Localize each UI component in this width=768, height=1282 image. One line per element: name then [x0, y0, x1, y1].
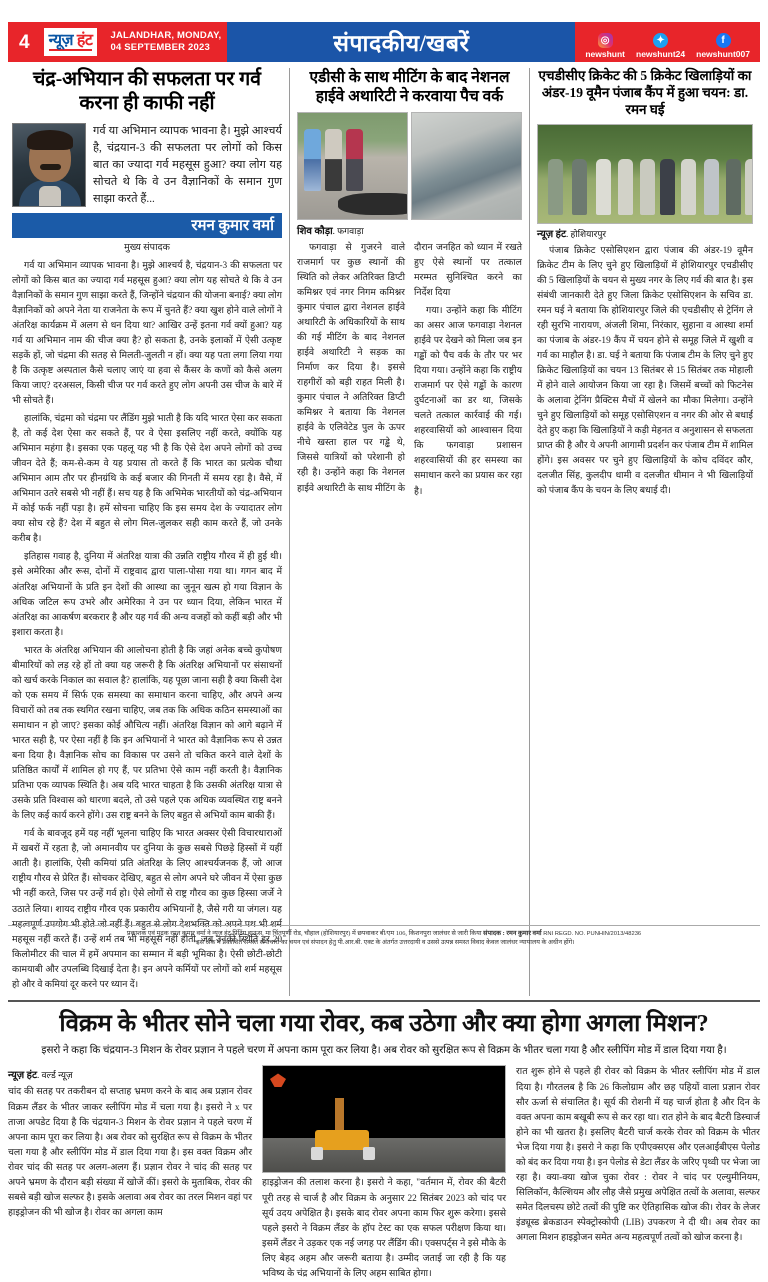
footer-line-1	[48, 929, 720, 939]
officials-inspecting-road-photo	[297, 112, 408, 220]
instagram-icon: ◎	[598, 33, 613, 48]
photo-person	[304, 129, 321, 191]
editorial-paragraph: गर्व या अभिमान व्यापक भावना है। मुझे आश्चर्य है, चंद्रयान-3 की सफलता पर लोगों को किस बात का ज्यादा गर्व महसूस हुआ? क्या लोग यह सोचते थे कि वे उन वैज्ञानिकों के समान गुण साझा करते हैं, जिन्होंने चंद्रयान की योजना बनाई? क्या लोग वैज्ञानिकों को अपने नेता या राजनेता के रूप में चुनते हैं? क्या खुश होने वाले लोगों ने अंतरिक्ष कार्यक्रम में अलग से धन दिया था? आखिर उन्हें इतना गर्व क्यों हुआ? यह गर्व या अभिमान नाम की चीज क्या है? हो सकता है, उनके इलाकों में ऐसी उत्कृष्ट सड़कें हों, जो चंद्रमा की सतह से मिलती-जुलती न हों। क्या यह पता लगा लिया गया है कि उत्कृष्ट अस्पताल कैसे चलाए जाएं या हवा से कैंसर के कणों को कैसे अलग किया जाए? दरअसल, किसी चीज पर गर्व करते हुए लोग अपनी उस चीज के बारे में भी सोचते हैं।	[12, 260, 282, 406]
editorial-lead-text: गर्व या अभिमान व्यापक भावना है। मुझे आश्चर्य है, चंद्रयान-3 की सफलता पर लोगों को किस बात का ज्यादा गर्व महसूस हुआ? क्या लोग यह सोचते थे कि वे उन वैज्ञानिकों के समान गुण साझा करते हैं...	[93, 124, 282, 206]
footer-editor-text: संपादक : रमन कुमार वर्मा	[483, 929, 542, 937]
cricket-byline-place: . होशियारपुर	[566, 228, 607, 239]
editor-name-bar: रमन कुमार वर्मा	[12, 213, 282, 238]
cricket-team-group-photo	[537, 124, 753, 224]
cricket-story-column	[530, 68, 760, 996]
page-number: 4	[19, 31, 30, 53]
photo-player	[548, 159, 563, 215]
portrait-hair-shape	[27, 130, 73, 150]
photo-road-pothole	[338, 193, 408, 215]
editorial-headline: चंद्र-अभियान की सफलता पर गर्व करना ही काफी नहीं	[32, 69, 262, 115]
logo-text	[49, 33, 93, 52]
facebook-handle: newshunt007	[696, 49, 750, 59]
highway-byline	[297, 223, 522, 237]
pragyan-rover-on-moon-photo	[262, 1065, 506, 1173]
highway-body	[297, 241, 522, 500]
highway-paragraph: गया। उन्होंने कहा कि मीटिंग का असर आज फगवाड़ा नेशनल हाईवे पर देखने को मिला जब इन गड्ढों को पैच वर्क के तौर पर भर दिया गया। उन्होंने कहा कि राष्ट्रीय राजमार्ग पर ऐसे गड्ढों के कारण दुर्घटनाओं का डर था, जिसके चलते तत्काल कार्रवाई की गई। शहरवासियों को आश्वासन दिया कि फगवाड़ा प्रशासन शहरवासियों की हर समस्या का समाधान करने का प्रयास कर रहा है।	[414, 305, 522, 497]
photo-player	[681, 159, 696, 215]
editor-portrait-photo	[12, 123, 86, 207]
feature-headline: विक्रम के भीतर सोने चला गया रोवर, कब उठेगा और क्या होगा अगला मिशन?	[59, 1010, 709, 1037]
editorial-column	[8, 68, 290, 996]
photo-people-group	[304, 129, 363, 191]
editorial-body	[12, 259, 282, 993]
dateline	[104, 30, 221, 54]
feature-subhead: इसरो ने कहा कि चंद्रयान-3 मिशन के रोवर प्रज्ञान ने पहले चरण में अपना काम पूरा कर लिया है। अब रोवर को सुरक्षित रूप से विक्रम के भीतर चला गया है और स्लीपिंग मोड में डाल दिया गया है।	[41, 1045, 727, 1057]
feature-byline-name: न्यूज़ हंट	[8, 1070, 38, 1082]
cricket-byline	[537, 226, 753, 240]
editorial-paragraph: भारत के अंतरिक्ष अभियान की आलोचना होती है कि जहां अनेक बच्चे कुपोषण बीमारियों को लड़ रहे हों तो क्या यह जरूरी है कि अंतरिक्ष अभियानों पर संसाधनों को खर्च करके निकाल का सवाल है? हालांकि, यह पूछा जाना सही है क्या किसी देश को एक समय में सिर्फ एक समस्या का समाधान करना चाहिए, और अपने अन्य विचारों को तब तक स्थगित रखना चाहिए, जब तक कि अधिक कठिन समस्याओं का समाधान न हो जाए? इसका कोई औचित्य नहीं। अंतरिक्ष विज्ञान को आगे बढ़ाने में भारत सही है, पर ऐसा नहीं है कि इन अभियानों ने भारत को वैज्ञानिक रूप से उन्नत बना दिया है। वैज्ञानिक सोच का विकास पर उसने तो चकित करने वाले देशों के प्रतिष्ठित कार्यों में शामिल हो गए हैं, पर प्रतिभा ऐसे काम नहीं करती है। वैज्ञानिक प्रतिभा एक व्यापक स्थिति है। अब यदि भारत चाहता है कि उसकी अंतरिक्ष यात्रा से उसके प्रति विश्वास को धारणा बदले, तो उसे पहले एक अधिक व्यवस्थित राष्ट्र बनने के लिए कई कार्य करने होंगे। उस राष्ट्र बनने के लिए बहुत से अभियों काम बाकी हैं।	[12, 645, 282, 822]
editorial-intro	[12, 123, 282, 209]
feature-byline-place: . वर्ल्ड न्यूज़	[37, 1070, 73, 1081]
highway-photo-row	[297, 112, 522, 220]
editorial-paragraph: हालांकि, चंद्रमा को चंद्रमा पर लैंडिंग मुझे भाती है कि यदि भारत ऐसा कर सकता है, तो कई देश ऐसा कर सकते हैं, पर वे ऐसा इसलिए नहीं करते, क्योंकि यह अभिमान महंगा है। इसका एक पहलू यह भी है कि ऐसे देश अपने लोगों को उच्च जीवन देते हैं; कम-से-कम वे यह प्रयास तो करते हैं कि भारत का प्रत्येक चौथा अभिमान आम तौर पर हीनग्रंथि के कई बजार की गिनती में समय रहा है। वैसे, में अभिमान उतरे सबसे भी नहीं हैं। सच यह है कि अभिमेक भारतीयों को चंद्र-अभियान में कोई फर्क नहीं पड़ा है। हमें सोचना चाहिए कि इस समय देश के ज्यादातर लोग क्या सोच रहे हैं? देश में बहुत से लोग मिल-जुलकर सही काम करते हैं, जो उनके करीब है।	[12, 414, 282, 545]
photo-player	[745, 159, 753, 215]
photo-rover-mast	[335, 1098, 344, 1132]
photo-lunar-surface	[263, 1138, 505, 1172]
logo-text-part1: न्यूज़	[48, 31, 73, 49]
feature-image-wrap	[262, 1065, 506, 1173]
section-banner	[227, 22, 575, 62]
dateline-line1: JALANDHAR, MONDAY,	[110, 30, 222, 42]
newspaper-page	[0, 22, 768, 1279]
portrait-moustache-shape	[40, 164, 61, 170]
photo-person	[346, 129, 363, 191]
footer-rni-text: RNI REGD. NO. PUNHIN/2013/48236	[541, 930, 642, 937]
photo-rover-body	[315, 1130, 369, 1150]
masthead-brand-block	[8, 22, 227, 62]
highway-byline-place: . फगवाड़ा	[332, 225, 364, 236]
portrait-shirt-shape	[39, 186, 61, 206]
highway-paragraph: फगवाड़ा से गुजरने वाले राजमार्ग पर कुछ स्थानों की स्थिति को लेकर अतिरिक्त डिप्टी कमिश्नर एवं नगर निगम कमिश्नर कुमार पंचाल द्वारा नेशनल हाईवे अथारिटी के अधिकारियों के साथ की गई मीटिंग के बाद नेशनल हाईवे अथारिटी ने सड़क का निर्माण कर दिया है। इससे राहगीरों को बड़ी राहत मिली है। कुमार पंचाल ने अतिरिक्त डिप्टी कमिश्नर ने बताया कि नेशनल हाईवे के एलिवेटेड पुल के ऊपर नीचे खस्ता हाल पर गड्ढे थे, जिससे यात्रियों को परेशानी हो रही है। उन्होंने कहा कि नेशनल हाईवे अथारिटी के साथ मीटिंग के दौरान जनहित को ध्यान में रखते हुए ऐसे स्थानों पर तत्काल मरम्मत सुनिश्चित करने का निर्देश दिया	[297, 242, 522, 494]
photo-player	[572, 159, 587, 215]
photo-player	[618, 159, 633, 215]
feature-text-1: चांद की सतह पर तकरीबन दो सप्ताह भ्रमण करने के बाद अब प्रज्ञान रोवर विक्रम लैंडर के भीतर जाकर स्लीपिंग मोड में चला गया है। इसरो ने x पर ताजा अपडेट दिया है कि चंद्रयान-3 मिशन के रोवर प्रज्ञान ने पहले चरण में अपना काम पूरा कर लिया है। अब रोवर को सुरक्षित रूप से विक्रम के भीतर चला गया है और स्लीपिंग मोड में डाल दिया गया है। इस वक्त विक्रम और रोवर चांद की सतह पर अलग-अलग हैं। प्रज्ञान रोवर ने चांद की सतह पर अपने भ्रमण के दौरान बड़ी संख्या में खोजें कीं। इसरो के मुताबिक, रोवर की सबसे बड़ी खोज सल्फर है। इसके अलावा अब रोवर का तरल मिशन वहां पर हाइड्रोजन की भी खोज है। रोवर का अगला काम	[8, 1087, 252, 1218]
photo-player	[640, 159, 655, 215]
photo-player	[704, 159, 719, 215]
instagram-handle: newshunt	[585, 49, 626, 59]
footer-imprint	[8, 925, 760, 948]
social-twitter[interactable]	[636, 33, 685, 59]
dateline-line2: 04 SEPTEMBER 2023	[110, 42, 210, 53]
feature-column-1	[8, 1065, 252, 1281]
feature-column-2	[262, 1065, 506, 1281]
twitter-icon: ✦	[653, 33, 668, 48]
photo-person	[325, 129, 342, 191]
feature-byline	[8, 1067, 252, 1081]
section-title: संपादकीय/खबरें	[333, 31, 470, 56]
facebook-icon: f	[716, 33, 731, 48]
feature-text-3: रात शुरू होने से पहले ही रोवर को विक्रम के भीतर स्लीपिंग मोड में डाल दिया है। गौरतलब है कि 26 किलोग्राम और छह पहियों वाला प्रज्ञान रोवर सौर ऊर्जा से संचालित है। सूर्य की रोशनी में यह चार्ज होता है और दिन के वक्त अपना काम बखूबी रूप से कर रहा था। रात होने के बाद बैटरी डिस्चार्ज होने का भी खतरा है। इसलिए बैटरी चार्ज करके रोवर को विक्रम के भीतर भेज दिया गया है। इसरो ने कहा कि एपीएक्सएस और एलआईबीएस पेलोड को बंद कर दिया गया है। इन पेलोड से डेटा लैंडर के जरिए पृथ्वी पर भेजा जा रहा है। क्या-क्या खोज चुका रोवर : रोवर ने चांद पर एल्युमीनियम, सिलिकॉन, कैल्शियम और लौह जैसे प्रमुख अपेक्षित तत्वों के अलावा, सल्फर समेत दिलचस्प छोटे तत्वों की पुष्टि कर ऐतिहासिक खोज की। रोवर के लेजर इंड्यूस्ड ब्रेकडाउन स्पेक्ट्रोस्कोपी (LIB) उपकरण ने दी थी। अब रोवर का अगला मिशन हाइड्रोजन समेत अन्य महत्वपूर्ण तत्वों को खोज करना है।	[516, 1067, 760, 1243]
cricket-body	[537, 244, 753, 500]
social-handles	[575, 22, 760, 62]
editor-role: मुख्य संपादक	[124, 242, 170, 253]
feature-column-3	[516, 1065, 760, 1281]
feature-body	[8, 1065, 760, 1281]
footer-publisher-text: प्रकाशक एवं मुद्रक रमन कुमार वर्मा ने न्यूज़ हंट प्रिंटिंग हाऊस, मा चिंतपूर्णी रोड, चौहाल (होशियारपुर) में छपवाकर बी/एम 106, किशनपुरा जालंधर से जारी किया	[126, 929, 484, 937]
road-patch-closeup-photo	[411, 112, 522, 220]
cricket-byline-name: न्यूज़ हंट	[537, 228, 567, 240]
highway-headline: एडीसी के साथ मीटिंग के बाद नेशनल हाईवे अथारिटी ने करवाया पैच वर्क	[309, 69, 510, 106]
highway-story-column	[290, 68, 530, 996]
top-stories-area	[8, 68, 760, 996]
social-facebook[interactable]	[696, 33, 750, 59]
photo-rover-wheel	[311, 1147, 323, 1160]
highway-byline-name: शिव कौड़ा	[297, 225, 333, 237]
photo-player	[596, 159, 611, 215]
cricket-paragraph: पंजाब क्रिकेट एसोसिएशन द्वारा पंजाब की अंडर-19 वूमैन क्रिकेट टीम के लिए चुने हुए खिलाड़ियों में होशियारपुर एचडीसीए की 5 खिलाड़ियों के चयन से मुख्य नगर के लिए गर्व की बात है। इस संबंधी जानकारी देते हुए जिला क्रिकेट एसोसिएशन के सचिव डा. रमन घई ने बताया कि होशियारपुर जिले की एचडीसीए से ट्रेनिंग ले रही सुरभि नारायण, अंजली शिमा, निरंकार, सुहाना व आस्था शर्मा का पंजाब के अंडर-19 कैंप में चयन होने से समूह जिले में खुशी व गर्व का माहौल है। डा. घई ने बताया कि पंजाब टीम के लिए चुने हुए क्रिकेट खिलाड़ियों का चयन 13 सितंबर से 15 सितंबर तक मोहाली में होने वाले आयोजन किया जा रहा है। जिसमें बच्चों को फिटनेस के अलावा ट्रेनिंग प्रैक्टिस मैचों में खेलने का मौका मिलेगा। उन्होंने चुने हुए खिलाड़ियों को समूह एसोसिएशन व नगर की ओर से बधाई देते हुए कहा कि खिलाड़ियों ने कड़ी मेहनत व अनुशासन से सफलता प्राप्त की है और ये अपनी आगामी प्रदर्शन कर पंजाब टीम में शामिल होंगे। इस अवसर पर चुने हुए खिलाड़ियों के कोच दविंदर कौर, दलजीत सिंह, कुलदीप धामी व दलजीत धीमान ने भी खिलाड़ियों को पंजाब कैंप के चयन के लिए बधाई दी।	[537, 245, 753, 497]
feature-text-2: हाइड्रोजन की तलाश करना है। इसरो ने कहा, "वर्तमान में, रोवर की बैटरी पूरी तरह से चार्ज है और विक्रम के अनुसार 22 सितंबर 2023 को चांद पर सूर्य उदय अपेक्षित है। इसके बाद रोवर अपना काम फिर शुरू करेगा। इससे पहले इसरो ने विक्रम लैंडर के हॉप टेस्ट का एक सफल परीक्षण किया था। इसमें लैंडर ने उड़कर एक नई जगह पर लैंडिंग की। एक्सपर्ट्स ने इसे मौके के लिए बेहद अहम और जरूरी बताया है। उम्मीद जताई जा रही है कि यह भविष्य के चंद्र अभियानों के लिए अहम साबित होगा।	[262, 1178, 506, 1279]
footer-line-2: *इस अंक में प्रकाशित समस्त समाचारों का चयन एवं संपादन हेतु पी.आर.बी. एक्ट के अंतर्गत उत्तरदायी व उससे उत्पन्न समस्त विवाद केवल जालंधर न्यायालय के अधीन होंगे।	[193, 939, 575, 947]
social-instagram[interactable]	[585, 33, 625, 59]
logo-text-part2: हंट	[76, 31, 93, 49]
newshunt-logo	[44, 28, 98, 56]
cricket-headline: एचडीसीए क्रिकेट की 5 क्रिकेट खिलाड़ियों का अंडर-19 वूमैन पंजाब कैंप में हुआ चयन: डा. रमन घई	[538, 68, 752, 117]
feature-article	[8, 1000, 760, 1282]
isro-logo-icon	[270, 1073, 286, 1087]
photo-rover-wheel	[363, 1147, 375, 1160]
masthead	[8, 22, 760, 62]
photo-player	[660, 159, 675, 215]
editorial-paragraph: इतिहास गवाह है, दुनिया में अंतरिक्ष यात्रा की उन्नति राष्ट्रीय गौरव में ही हुई थी। इसे अमेरिका और रूस, दोनों में राष्ट्रवाद द्वारा पाला-पोसा गया था। गगन बाद में अंतरिक्ष अभियानों के प्रति इन देशों की आस्था का जुनून खत्म हो गया विज्ञान के अधिक जटिल रूप उभरे और अमेरिका ने उन पर ध्यान दिया, लेकिन भारत में अंतरिक्ष का आकर्षण बरकरार है और यह गर्व की अन्य वजहों को कहीं बड़ी और भी इशारा करता है।	[12, 552, 282, 638]
photo-player	[726, 159, 741, 215]
editorial-paragraph: गर्व के बावजूद हमें यह नहीं भूलना चाहिए कि भारत अक्सर ऐसी विचारधाराओं में खबरों में रहता है, जो अमानवीय पर दुनिया के कुछ सबसे पिछड़े हिस्सों में यहीं आती है। हालांकि, ऐसी कमियां प्रति अंतरिक्ष के लिए आश्चर्यजनक हैं, जो आज राष्ट्रीय गौरव से प्रेरित हैं। सोचकर देखिए, बहुत से लोग अपने घरे जीवन में ऐसा कुछ भी नहीं करते, जिस पर उन्हें गर्व हो। ऐसे लोगों से राष्ट्र गौरव का कुछ हिस्सा जर्जे ने उठाते लिया। शायद राष्ट्रीय गौरव एक प्रकारीय अभियानों है, जैसे गरी या जंगल। यह महत्वपूर्ण उपयोग भी होते जो नहीं हैं। बहुत से लोग देशभक्ति को अपने पथ भी शर्म महसूस नहीं करते हैं। उन्हें शर्म तब भी महसूस नहीं होती, जब उनकी स्थिति हर 20 किलोमीटर की चाल में हमें अपमान का सम्मान में बड़ी भूमिका है। ऐसी छोटी-छोटी कामयाबी और उपलब्धि दिखाई देता है। इन अपने कर्मियों पर लोगों को शर्म महसूस हो और वे कमियां दूर करने पर ध्यान दें।	[12, 829, 282, 990]
twitter-handle: newshunt24	[636, 49, 686, 59]
